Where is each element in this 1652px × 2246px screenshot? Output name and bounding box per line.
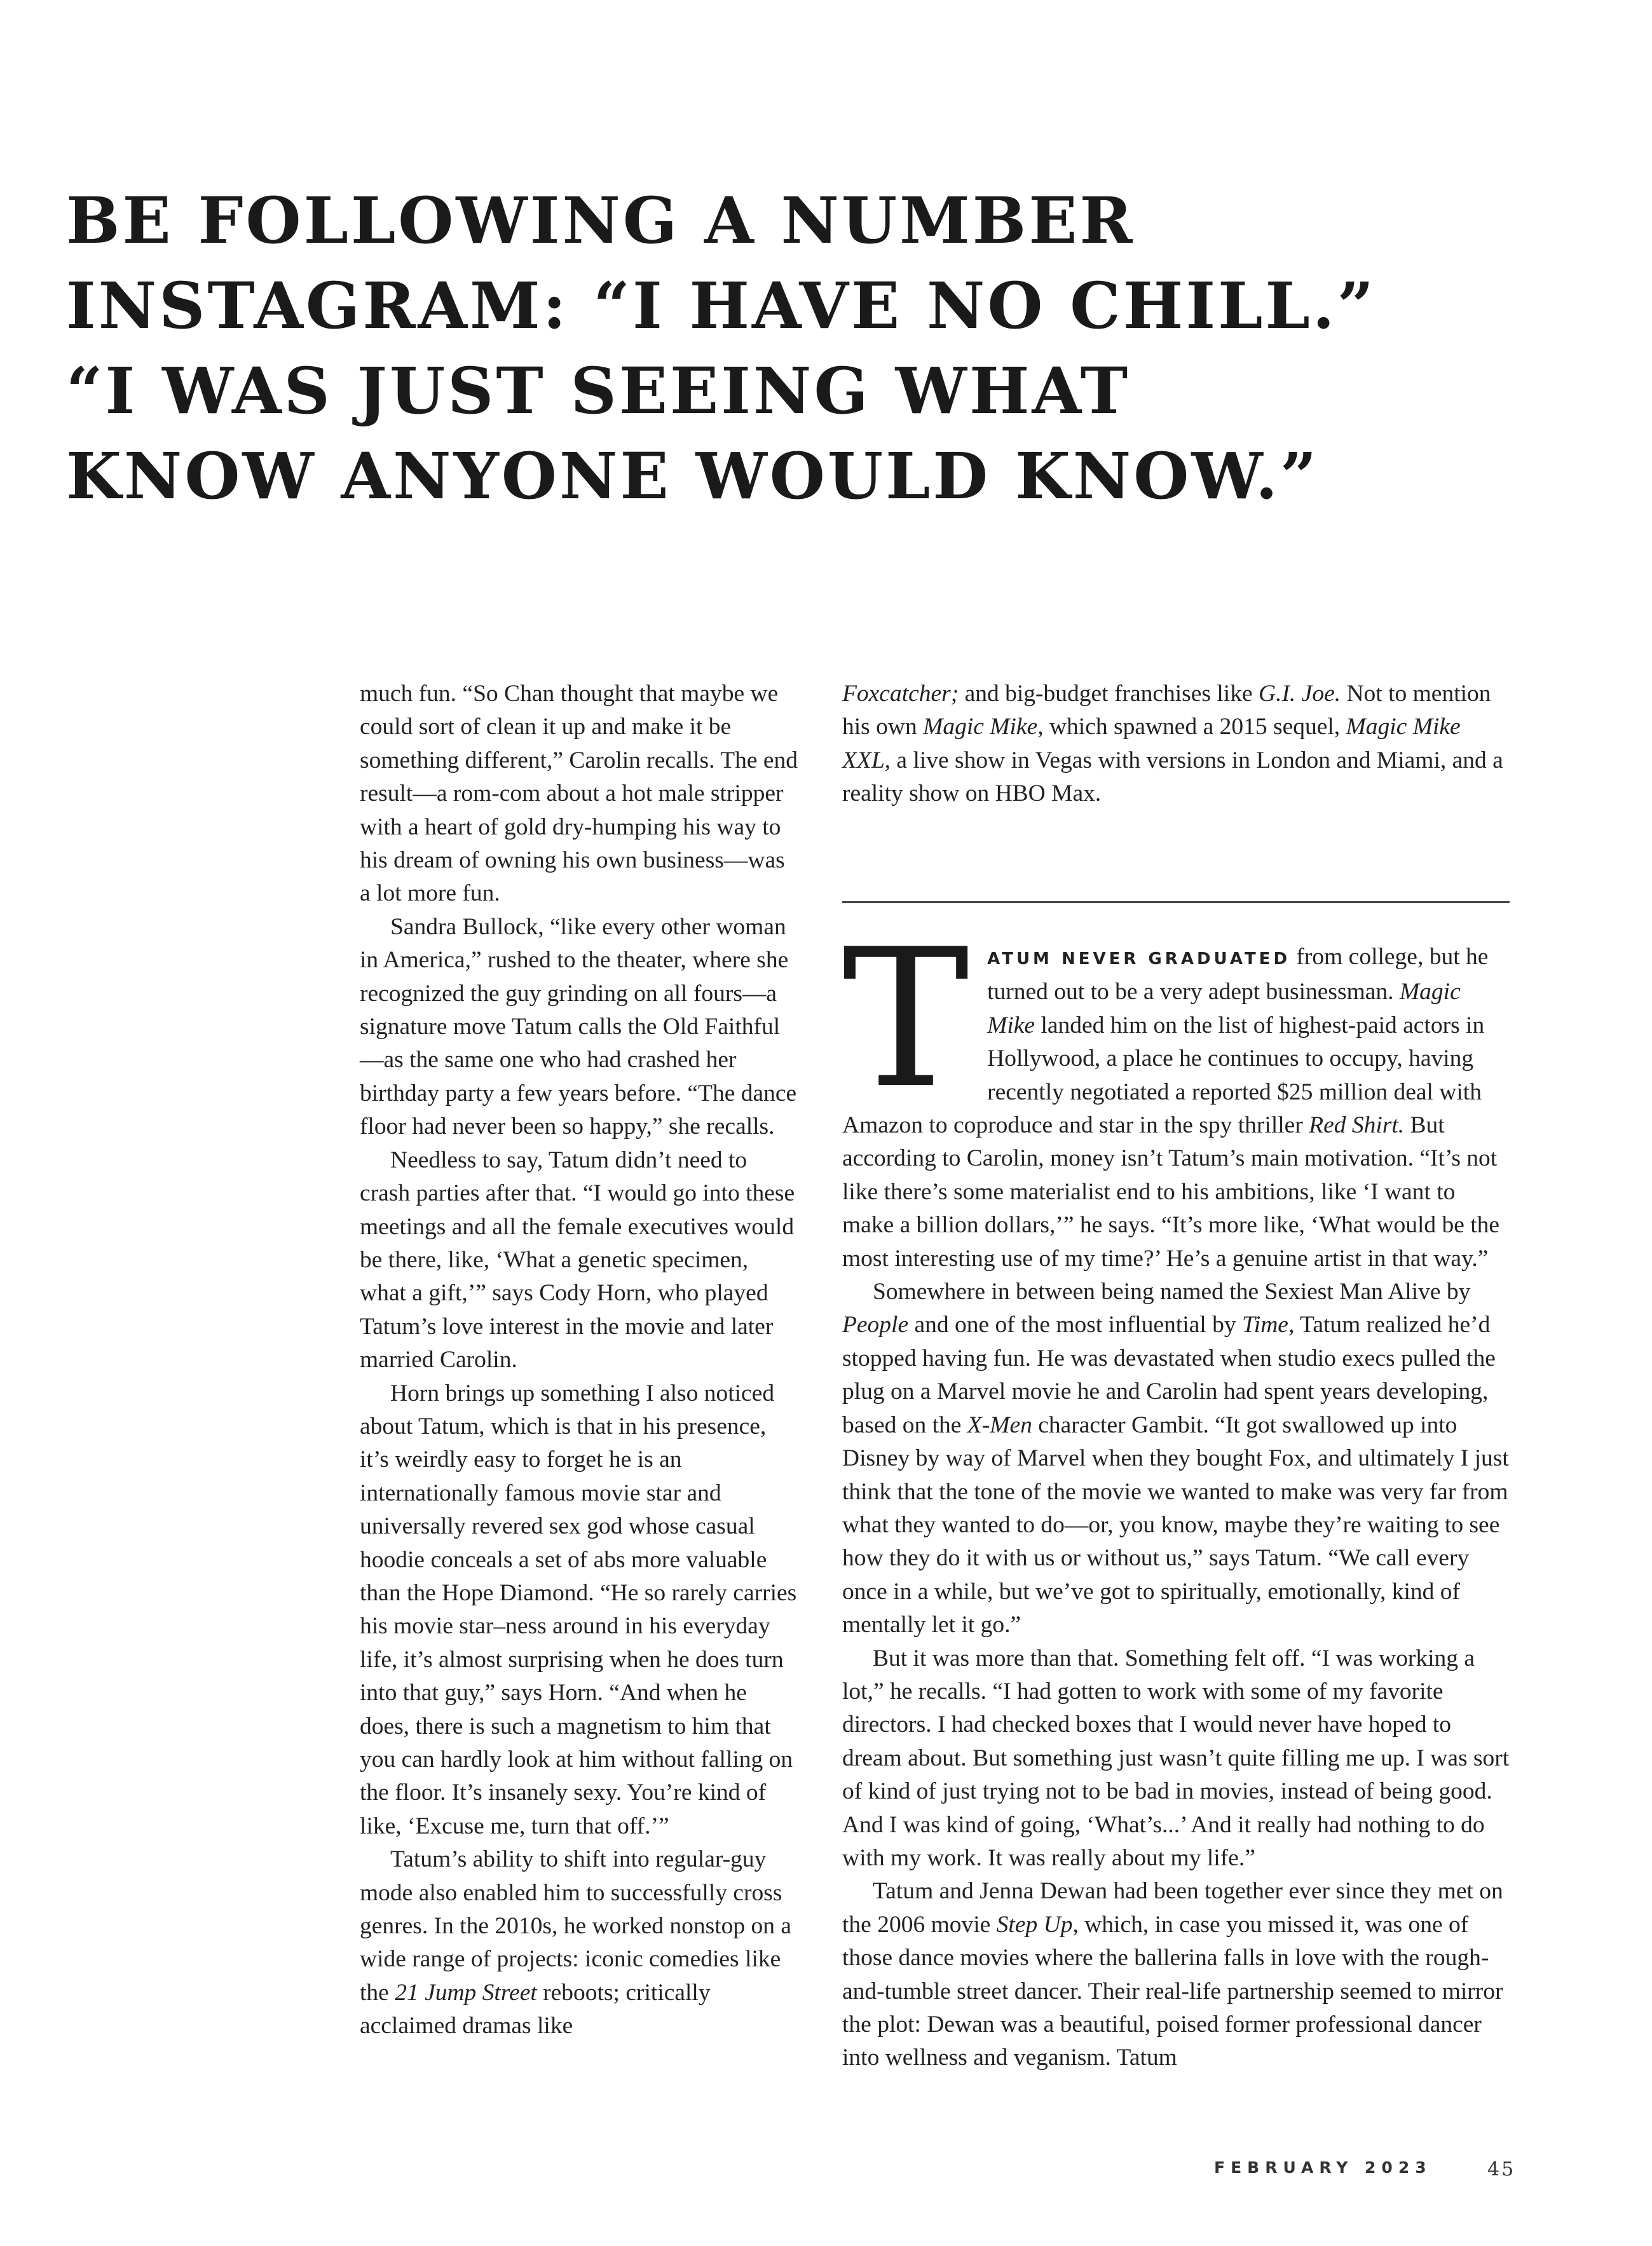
left-column xyxy=(360,677,798,2043)
text-run: which, in case you missed it, was one of those dance movies where the ballerina falls in love with the rough-and-tumble street dancer. Their real-life partnership seemed to mirror the plot: Dewan was a beautiful, poised former professional dancer into wellness and veganism. Tatum xyxy=(842,1911,1503,2071)
paragraph: Needless to say, Tatum didn’t need to crash parties after that. “I would go into these meetings and all the female executives would be there, like, ‘What a genetic specimen, what a gift,’” says Cody Horn, who played Tatum’s love interest in the movie and later married Carolin. xyxy=(360,1147,795,1373)
paragraph xyxy=(842,677,1510,811)
italic-title: Red Shirt. xyxy=(1309,1112,1405,1139)
right-column-body xyxy=(842,908,1510,2075)
italic-title: Magic Mike XXL, xyxy=(842,714,1461,773)
lead-in: ATUM NEVER GRADUATED xyxy=(987,949,1291,969)
text-run: Somewhere in between being named the Sexiest Man Alive by xyxy=(873,1279,1471,1305)
text-run: and big-budget franchises like xyxy=(959,681,1259,707)
text-run: Tatum and Jenna Dewan had been together ever since they met on the 2006 movie xyxy=(842,1878,1503,1938)
text-run: Tatum realized he’d stopped having fun. He was devastated when studio execs pulled the plug on a Marvel movie he and Carolin had spent years developing, based on the xyxy=(842,1312,1496,1438)
italic-title: People xyxy=(842,1312,909,1338)
italic-title: Time, xyxy=(1242,1312,1295,1338)
italic-title: Step Up, xyxy=(996,1911,1079,1938)
paragraph: Horn brings up something I also noticed about Tatum, which is that in his presence, it’s weirdly easy to forget he is an internationally famous movie star and universally revered sex god whose casual hoodie conceals a set of abs more valuable than the Hope Diamond. “He so rarely carries his movie star–ness around in his everyday life, it’s almost surprising when he does turn into that guy,” says Horn. “And when he does, there is such a magnetism to him that you can hardly look at him without falling on the floor. It’s insanely sexy. You’re kind of like, ‘Excuse me, turn that off.’” xyxy=(360,1380,797,1839)
issue-date: FEBRUARY 2023 xyxy=(1214,2158,1432,2177)
text-run: from college, but he turned out to be a very adept businessman. xyxy=(987,944,1489,1005)
section-divider xyxy=(842,901,1510,903)
italic-title: Magic Mike xyxy=(987,979,1461,1038)
drop-cap: T xyxy=(842,908,970,1130)
italic-title: G.I. Joe. xyxy=(1258,681,1341,707)
text-run: reboots; critically acclaimed dramas like xyxy=(360,1979,711,2039)
text-run: which spawned a 2015 sequel, xyxy=(1043,714,1346,740)
italic-title: 21 Jump Street xyxy=(395,1979,537,2006)
italic-title: X-Men xyxy=(967,1412,1032,1438)
paragraph: much fun. “So Chan thought that maybe we could sort of clean it up and make it be something different,” Carolin recalls. The end result—a rom-com about a hot male stripper with a heart of gold dry-humping his way to his dream of owning his own business—was a lot more fun. xyxy=(360,681,798,907)
paragraph: Sandra Bullock, “like every other woman in America,” rushed to the theater, where she recognized the guy grinding on all fours—a signature move Tatum calls the Old Faithful—as the same one who had crashed her birthday party a few years before. “The dance floor had never been so happy,” she recalls. xyxy=(360,913,797,1140)
headline-line: INSTAGRAM: “I HAVE NO CHILL.” xyxy=(66,268,1377,343)
text-run: Not to mention his own xyxy=(842,681,1491,740)
page-number: 45 xyxy=(1487,2158,1516,2181)
text-run: a live show in Vegas with versions in London and Miami, and a reality show on HBO Max. xyxy=(842,747,1503,807)
text-run: character Gambit. “It got swallowed up into Disney by way of Marvel when they bought Fox, and ultimately I just think that the tone of the movie we wanted to make was very far from what they wanted to do—or, you know, maybe they’re waiting to see how they do it with us or without us,” says Tatum. “We call every once in a while, but we’ve got to spiritually, emotionally, kind of mentally let it go.” xyxy=(842,1412,1509,1638)
text-run: landed him on the list of highest-paid actors in Hollywood, a place he continues to occupy, having recently negotiated a reported $25 million deal with Amazon to coproduce and star in the spy thriller xyxy=(842,1012,1485,1139)
headline-line: “I WAS JUST SEEING WHAT xyxy=(66,353,1130,428)
paragraph xyxy=(360,1843,798,2043)
italic-title: Magic Mike, xyxy=(923,714,1044,740)
paragraph xyxy=(842,908,1510,1276)
text-run: and one of the most influential by xyxy=(908,1312,1243,1338)
headline-line: BE FOLLOWING A NUMBER xyxy=(66,183,1135,258)
paragraph: But it was more than that. Something felt off. “I was working a lot,” he recalls. “I had gotten to work with some of my favorite directors. I had checked boxes that I would never have hoped to dream about. But something just wasn’t quite filling me up. I was sort of kind of just trying not to be bad in movies, instead of being good. And I was kind of going, ‘What’s...’ And it really had nothing to do with my work. It was really about my life.” xyxy=(842,1645,1510,1871)
text-run: But according to Carolin, money isn’t Tatum’s main motivation. “It’s not like there’s some materialist end to his ambitions, like ‘I want to make a billion dollars,’” he says. “It’s more like, ‘What would be the most interesting use of my time?’ He’s a genuine artist in that way.” xyxy=(842,1112,1500,1272)
pull-quote-headline xyxy=(66,178,1377,519)
headline-line: KNOW ANYONE WOULD KNOW.” xyxy=(66,439,1320,514)
text-run: Tatum’s ability to shift into regular-guy mode also enabled him to successfully cross genres. In the 2010s, he worked nonstop on a wide range of projects: iconic comedies like the xyxy=(360,1846,792,2006)
paragraph xyxy=(842,1875,1510,2074)
italic-title: Foxcatcher; xyxy=(842,681,959,707)
right-column-top xyxy=(842,677,1510,811)
paragraph xyxy=(842,1276,1510,1642)
